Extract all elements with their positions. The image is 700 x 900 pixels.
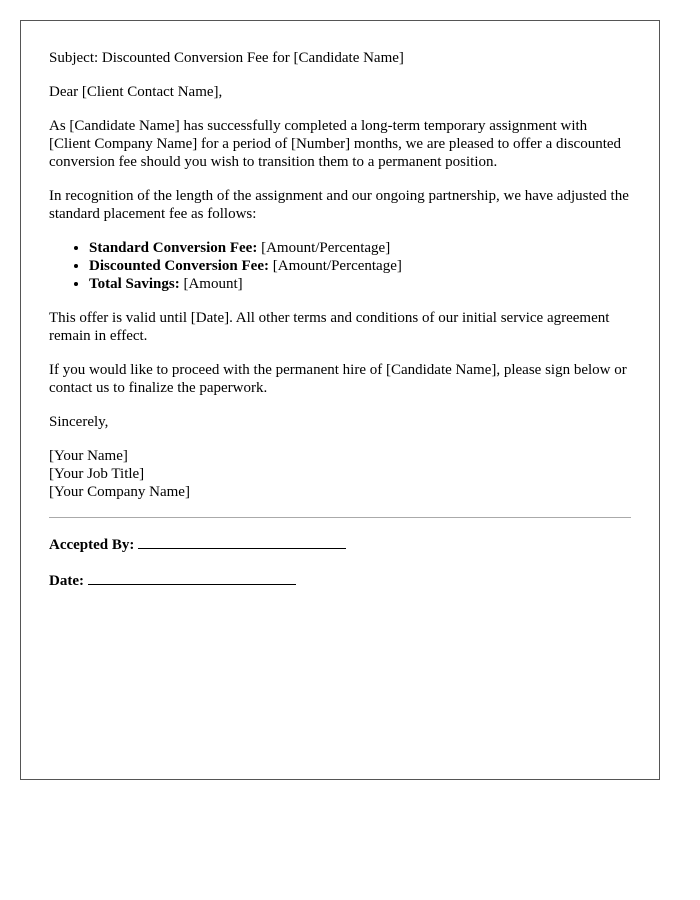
divider (49, 517, 631, 518)
sender-name: [Your Name] (49, 448, 128, 464)
sender-block (49, 447, 631, 501)
validity-paragraph: This offer is valid until [Date]. All other terms and conditions of our initial service agreement remain in effect. (49, 310, 610, 344)
fee-label: Standard Conversion Fee: (89, 240, 258, 256)
fee-value: [Amount/Percentage] (269, 258, 402, 274)
intro-paragraph: As [Candidate Name] has successfully completed a long-term temporary assignment with [Client Company Name] for a period of [Number] months, we are pleased to offer a discounted conversion fee should you wish to transition them to a permanent position. (49, 118, 622, 170)
accepted-by-signature-line[interactable] (138, 534, 346, 549)
fee-label: Total Savings: (89, 276, 180, 292)
date-signature-line[interactable] (88, 570, 296, 585)
fee-intro-paragraph: In recognition of the length of the assignment and our ongoing partnership, we have adjusted the standard placement fee as follows: (49, 188, 629, 222)
fee-label: Discounted Conversion Fee: (89, 258, 269, 274)
letter-page (20, 20, 660, 780)
next-steps-paragraph: If you would like to proceed with the permanent hire of [Candidate Name], please sign below or contact us to finalize the paperwork. (49, 362, 627, 396)
accepted-by-label: Accepted By: (49, 537, 135, 553)
salutation: Dear [Client Contact Name], (49, 84, 223, 100)
accepted-by-row (49, 534, 631, 554)
date-row (49, 570, 631, 590)
fee-value: [Amount/Percentage] (257, 240, 391, 256)
fee-list (49, 239, 631, 293)
fee-value: [Amount] (179, 276, 243, 292)
fee-item-discounted (89, 257, 631, 275)
fee-item-standard (89, 239, 631, 257)
sender-company: [Your Company Name] (49, 484, 190, 500)
subject-line: Subject: Discounted Conversion Fee for [Candidate Name] (49, 50, 404, 66)
sender-job-title: [Your Job Title] (49, 466, 145, 482)
closing: Sincerely, (49, 414, 109, 430)
fee-item-savings (89, 275, 631, 293)
date-label: Date: (49, 573, 84, 589)
